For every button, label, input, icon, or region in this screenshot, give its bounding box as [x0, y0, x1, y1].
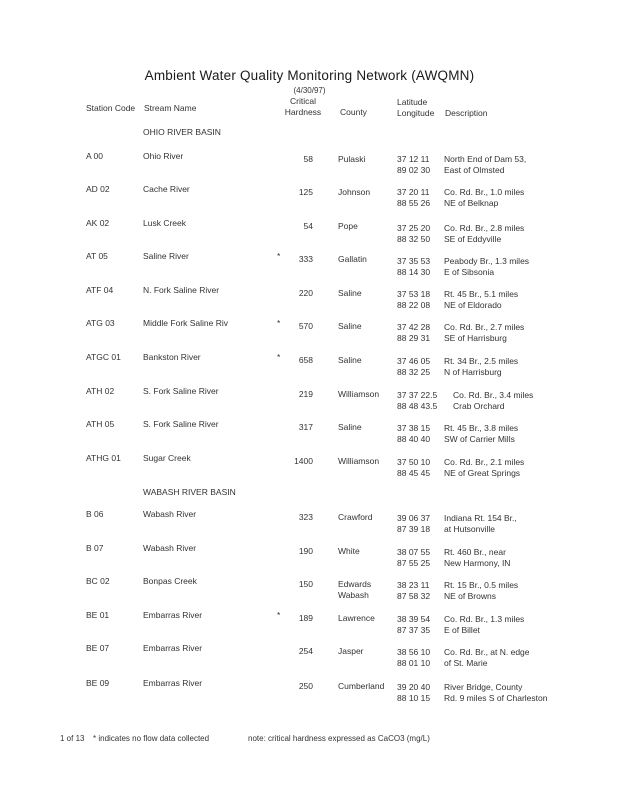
- description-line1: Rt. 45 Br., 5.1 miles: [444, 289, 519, 299]
- county: Lawrence: [338, 613, 375, 623]
- latitude: 38 39 54: [397, 614, 431, 624]
- critical-hardness: 317: [298, 422, 313, 432]
- county: Edwards: [338, 579, 372, 589]
- description-line2: New Harmony, IN: [444, 558, 511, 568]
- station-code: ATF 04: [86, 285, 114, 295]
- station-code: BC 02: [86, 576, 110, 586]
- table-row: [0, 386, 619, 416]
- description-line2: NE of Belknap: [444, 198, 499, 208]
- table-row: [0, 576, 619, 606]
- table-row: [0, 610, 619, 640]
- latitude: 37 25 20: [397, 223, 431, 233]
- latitude: 37 50 10: [397, 457, 431, 467]
- description-line2: E of Billet: [444, 625, 480, 635]
- critical-hardness: 189: [298, 613, 313, 623]
- header-latitude: Latitude: [397, 97, 428, 107]
- county: Gallatin: [338, 254, 367, 264]
- table-row: [0, 251, 619, 281]
- description-line1: Co. Rd. Br., at N. edge: [444, 647, 530, 657]
- description-line2: SE of Harrisburg: [444, 333, 507, 343]
- latitude: 37 38 15: [397, 423, 431, 433]
- table-row: [0, 453, 619, 483]
- county: White: [338, 546, 360, 556]
- no-flow-legend: * indicates no flow data collected: [93, 734, 210, 743]
- header-critical-hardness: [283, 96, 323, 118]
- stream-name: Wabash River: [143, 509, 197, 519]
- description-line1: North End of Dam 53,: [444, 154, 527, 164]
- stream-name: Embarras River: [143, 643, 203, 653]
- latitude: 39 06 37: [397, 513, 431, 523]
- description-line1: Rt. 45 Br., 3.8 miles: [444, 423, 519, 433]
- page-title: Ambient Water Quality Monitoring Network (AWQMN): [144, 68, 475, 83]
- no-flow-flag: *: [277, 318, 281, 328]
- station-code: AD 02: [86, 184, 110, 194]
- description-line1: Rt. 460 Br., near: [444, 547, 506, 557]
- critical-hardness: 58: [303, 154, 313, 164]
- county: Williamson: [338, 389, 380, 399]
- county: Saline: [338, 355, 362, 365]
- critical-hardness: 658: [298, 355, 313, 365]
- latitude: 37 35 53: [397, 256, 431, 266]
- table-row: [0, 678, 619, 708]
- longitude: 88 55 26: [397, 198, 431, 208]
- longitude: 88 48 43.5: [397, 401, 438, 411]
- description-line2: Rd. 9 miles S of Charleston: [444, 693, 548, 703]
- county: Williamson: [338, 456, 380, 466]
- description-line2: at Hutsonville: [444, 524, 496, 534]
- header-lat-lon: [397, 97, 434, 119]
- longitude: 88 32 25: [397, 367, 431, 377]
- longitude: 88 32 50: [397, 234, 431, 244]
- county: Johnson: [338, 187, 371, 197]
- header-critical-hardness-line2: Hardness: [284, 107, 322, 117]
- critical-hardness: 54: [303, 221, 313, 231]
- description-line2: Crab Orchard: [453, 401, 505, 411]
- critical-hardness: 125: [298, 187, 313, 197]
- station-code: B 06: [86, 509, 104, 519]
- table-row: [0, 419, 619, 449]
- critical-hardness: 333: [298, 254, 313, 264]
- header-stream-name: Stream Name: [144, 103, 197, 113]
- table-row: [0, 509, 619, 539]
- longitude: 87 37 35: [397, 625, 431, 635]
- stream-name: Saline River: [143, 251, 189, 261]
- station-code: B 07: [86, 543, 104, 553]
- longitude: 88 01 10: [397, 658, 431, 668]
- county: Saline: [338, 288, 362, 298]
- latitude: 37 42 28: [397, 322, 431, 332]
- county: Cumberland: [338, 681, 385, 691]
- stream-name: Sugar Creek: [143, 453, 191, 463]
- description-line2: East of Olmsted: [444, 165, 505, 175]
- stream-name: Embarras River: [143, 678, 203, 688]
- stream-name: Ohio River: [143, 151, 184, 161]
- report-date: (4/30/97): [293, 86, 326, 95]
- description-line1: Co. Rd. Br., 1.3 miles: [444, 614, 525, 624]
- description-line2: of St. Marie: [444, 658, 488, 668]
- station-code: AT 05: [86, 251, 108, 261]
- no-flow-flag: *: [277, 251, 281, 261]
- latitude: 38 23 11: [397, 580, 430, 590]
- latitude: 38 56 10: [397, 647, 431, 657]
- table-row: [0, 543, 619, 573]
- latitude: 37 20 11: [397, 187, 430, 197]
- station-code: ATHG 01: [86, 453, 121, 463]
- latitude: 37 37 22.5: [397, 390, 438, 400]
- county: Saline: [338, 422, 362, 432]
- stream-name: Bankston River: [143, 352, 201, 362]
- stream-name: S. Fork Saline River: [143, 419, 219, 429]
- critical-hardness: 250: [298, 681, 313, 691]
- station-code: ATH 05: [86, 419, 115, 429]
- description-line1: Peabody Br., 1.3 miles: [444, 256, 530, 266]
- description-line2: E of Sibsonia: [444, 267, 495, 277]
- stream-name: S. Fork Saline River: [143, 386, 219, 396]
- description-line1: Co. Rd. Br., 1.0 miles: [444, 187, 525, 197]
- stream-name: Cache River: [143, 184, 190, 194]
- longitude: 88 10 15: [397, 693, 431, 703]
- latitude: 39 20 40: [397, 682, 431, 692]
- header-longitude: Longitude: [397, 108, 435, 118]
- county-line2: Wabash: [338, 590, 369, 600]
- description-line2: SW of Carrier Mills: [444, 434, 515, 444]
- description-line2: NE of Great Springs: [444, 468, 521, 478]
- longitude: 88 14 30: [397, 267, 431, 277]
- table-row: [0, 151, 619, 181]
- station-code: AK 02: [86, 218, 110, 228]
- stream-name: N. Fork Saline River: [143, 285, 220, 295]
- table-row: [0, 184, 619, 214]
- critical-hardness: 220: [298, 288, 313, 298]
- header-description: Description: [445, 108, 488, 118]
- hardness-note: note: critical hardness expressed as CaCO3 (mg/L): [248, 734, 430, 743]
- latitude: 37 53 18: [397, 289, 431, 299]
- longitude: 88 22 08: [397, 300, 431, 310]
- station-code: BE 01: [86, 610, 110, 620]
- critical-hardness: 150: [298, 579, 313, 589]
- basin-heading-wabash: WABASH RIVER BASIN: [143, 487, 236, 497]
- longitude: 88 45 45: [397, 468, 431, 478]
- county: Pope: [338, 221, 358, 231]
- longitude: 88 40 40: [397, 434, 431, 444]
- critical-hardness: 254: [298, 646, 313, 656]
- description-line1: Co. Rd. Br., 2.8 miles: [444, 223, 525, 233]
- description-line1: Co. Rd. Br., 2.1 miles: [444, 457, 525, 467]
- county: Pulaski: [338, 154, 366, 164]
- longitude: 87 58 32: [397, 591, 431, 601]
- stream-name: Lusk Creek: [143, 218, 186, 228]
- longitude: 87 39 18: [397, 524, 431, 534]
- header-station-code: Station Code: [86, 103, 136, 113]
- table-row: [0, 318, 619, 348]
- description-line1: Indiana Rt. 154 Br.,: [444, 513, 517, 523]
- stream-name: Wabash River: [143, 543, 197, 553]
- county: Saline: [338, 321, 362, 331]
- critical-hardness: 1400: [294, 456, 313, 466]
- station-code: BE 07: [86, 643, 110, 653]
- latitude: 37 46 05: [397, 356, 431, 366]
- page-number: 1 of 13: [60, 734, 85, 743]
- no-flow-flag: *: [277, 610, 281, 620]
- station-code: A 00: [86, 151, 104, 161]
- description-line2: N of Harrisburg: [444, 367, 502, 377]
- table-row: [0, 218, 619, 248]
- table-row: [0, 285, 619, 315]
- basin-heading-ohio: OHIO RIVER BASIN: [143, 127, 221, 137]
- station-code: BE 09: [86, 678, 110, 688]
- description-line1: Rt. 34 Br., 2.5 miles: [444, 356, 519, 366]
- latitude: 38 07 55: [397, 547, 431, 557]
- table-row: [0, 643, 619, 673]
- critical-hardness: 190: [298, 546, 313, 556]
- stream-name: Bonpas Creek: [143, 576, 197, 586]
- critical-hardness: 323: [298, 512, 313, 522]
- description-line1: Co. Rd. Br., 2.7 miles: [444, 322, 525, 332]
- critical-hardness: 219: [298, 389, 313, 399]
- header-critical-hardness-line1: Critical: [290, 96, 316, 106]
- station-code: ATG 03: [86, 318, 115, 328]
- station-code: ATGC 01: [86, 352, 121, 362]
- county: Jasper: [338, 646, 364, 656]
- longitude: 89 02 30: [397, 165, 431, 175]
- no-flow-flag: *: [277, 352, 281, 362]
- description-line2: NE of Eldorado: [444, 300, 502, 310]
- longitude: 87 55 25: [397, 558, 431, 568]
- description-line1: Rt. 15 Br., 0.5 miles: [444, 580, 519, 590]
- description-line1: Co. Rd. Br., 3.4 miles: [453, 390, 534, 400]
- table-row: [0, 352, 619, 382]
- description-line2: SE of Eddyville: [444, 234, 502, 244]
- latitude: 37 12 11: [397, 154, 430, 164]
- county: Crawford: [338, 512, 373, 522]
- header-county: County: [340, 107, 367, 117]
- station-code: ATH 02: [86, 386, 115, 396]
- description-line1: River Bridge, County: [444, 682, 523, 692]
- stream-name: Embarras River: [143, 610, 203, 620]
- stream-name: Middle Fork Saline Riv: [143, 318, 229, 328]
- critical-hardness: 570: [298, 321, 313, 331]
- longitude: 88 29 31: [397, 333, 431, 343]
- description-line2: NE of Browns: [444, 591, 496, 601]
